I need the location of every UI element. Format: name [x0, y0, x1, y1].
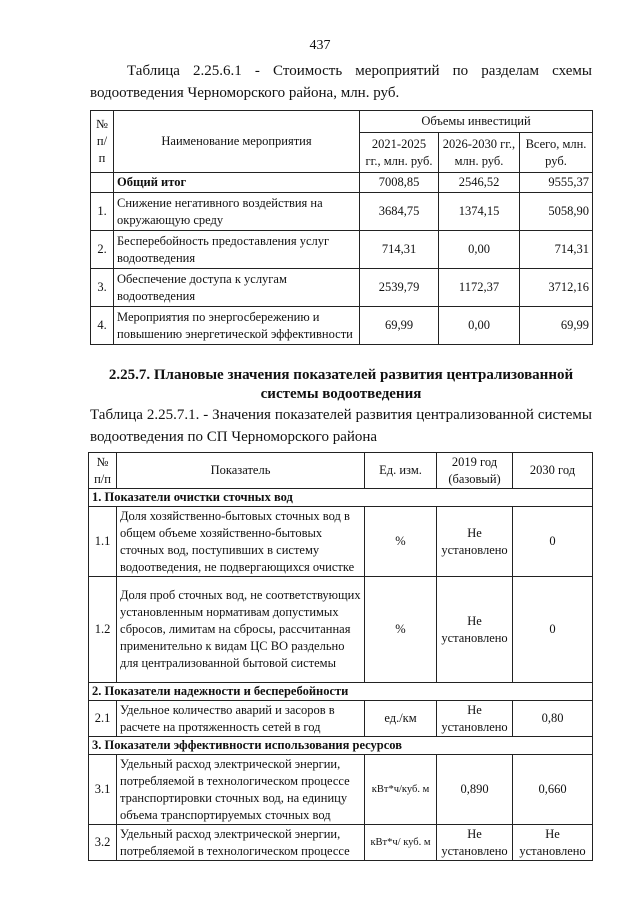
row-name: Бесперебойность предоставления услуг водоотведения [114, 231, 360, 269]
group-title: 3. Показатели эффективности использования ресурсов [89, 737, 593, 755]
total-label: Общий итог [114, 173, 360, 193]
row-unit: % [365, 577, 437, 683]
total-v1: 7008,85 [360, 173, 439, 193]
row-v2: 1374,15 [439, 193, 520, 231]
row-name: Удельное количество аварий и засоров в расчете на протяженность сетей в год [117, 701, 365, 737]
row-num: 1.1 [89, 507, 117, 577]
total-v2: 2546,52 [439, 173, 520, 193]
row-v1: 2539,79 [360, 269, 439, 307]
header-2021-2025: 2021-2025 гг., млн. руб. [360, 133, 439, 173]
row-unit: % [365, 507, 437, 577]
row-num: 2.1 [89, 701, 117, 737]
row-2030: 0,80 [513, 701, 593, 737]
row-num: 2. [91, 231, 114, 269]
row-name: Доля хозяйственно-бытовых сточных вод в общем объеме хозяйственно-бытовых сточных вод, поступивших в систему водоотведения, не подвергающихся очистке [117, 507, 365, 577]
row-num: 1.2 [89, 577, 117, 683]
row-2019: Не установлено [437, 507, 513, 577]
table-row-total [91, 173, 593, 193]
total-v3: 9555,37 [520, 173, 593, 193]
group-title: 2. Показатели надежности и бесперебойности [89, 683, 593, 701]
row-name: Снижение негативного воздействия на окружающую среду [114, 193, 360, 231]
table1-caption: Таблица 2.25.6.1 - Стоимость мероприятий по разделам схемы водоотведения Черноморского района, млн. руб. [90, 63, 592, 101]
table-row [89, 701, 593, 737]
header-unit: Ед. изм. [365, 453, 437, 489]
group-row [89, 489, 593, 507]
row-num: 3. [91, 269, 114, 307]
table-row [91, 269, 593, 307]
row-2030: 0,660 [513, 755, 593, 825]
header-investments: Объемы инвестиций [360, 111, 593, 133]
row-v3: 714,31 [520, 231, 593, 269]
row-name: Удельный расход электрической энергии, потребляемой в технологическом процессе [117, 825, 365, 861]
row-num: 3.2 [89, 825, 117, 861]
header-num: № п/п [91, 111, 114, 173]
indicators-table [88, 452, 593, 861]
row-v1: 3684,75 [360, 193, 439, 231]
row-2019: Не установлено [437, 701, 513, 737]
row-unit: кВт*ч/куб. м [365, 755, 437, 825]
group-row [89, 683, 593, 701]
row-num: 3.1 [89, 755, 117, 825]
table-row [89, 577, 593, 683]
page-number: 437 [309, 38, 331, 53]
header-name: Наименование мероприятия [114, 111, 360, 173]
row-2019: Не установлено [437, 577, 513, 683]
row-name: Удельный расход электрической энергии, потребляемой в технологическом процессе транспортировки сточных вод, на единицу объема транспортируемых сточных вод [117, 755, 365, 825]
table-row [91, 307, 593, 345]
group-title: 1. Показатели очистки сточных вод [89, 489, 593, 507]
row-unit: кВт*ч/ куб. м [365, 825, 437, 861]
row-name: Доля проб сточных вод, не соответствующих установленным нормативам допустимых сбросов, лимитам на сбросы, рассчитанная применительно к видам ЦС ВО раздельно для централизованной бытовой системы [117, 577, 365, 683]
row-2019: 0,890 [437, 755, 513, 825]
header-2019: 2019 год (базовый) [437, 453, 513, 489]
row-v1: 69,99 [360, 307, 439, 345]
table2-caption: Таблица 2.25.7.1. - Значения показателей развития централизованной системы водоотведения по СП Черноморского района [90, 407, 592, 445]
row-2019: Не установлено [437, 825, 513, 861]
row-2030: 0 [513, 577, 593, 683]
row-v2: 1172,37 [439, 269, 520, 307]
row-v1: 714,31 [360, 231, 439, 269]
group-row [89, 737, 593, 755]
header-indicator: Показатель [117, 453, 365, 489]
row-v3: 69,99 [520, 307, 593, 345]
table-row [89, 755, 593, 825]
table-row [91, 193, 593, 231]
row-2030: 0 [513, 507, 593, 577]
row-unit: ед./км [365, 701, 437, 737]
header-total: Всего, млн. руб. [520, 133, 593, 173]
row-num: 4. [91, 307, 114, 345]
row-name: Обеспечение доступа к услугам водоотведения [114, 269, 360, 307]
table-row [89, 825, 593, 861]
row-v2: 0,00 [439, 231, 520, 269]
row-2030: Не установлено [513, 825, 593, 861]
row-v3: 3712,16 [520, 269, 593, 307]
row-v2: 0,00 [439, 307, 520, 345]
table-row [89, 507, 593, 577]
header-2030: 2030 год [513, 453, 593, 489]
header-num: № п/п [89, 453, 117, 489]
header-2026-2030: 2026-2030 гг., млн. руб. [439, 133, 520, 173]
section-heading: 2.25.7. Плановые значения показателей развития централизованной системы водоотведения [108, 367, 574, 402]
row-num: 1. [91, 193, 114, 231]
table-row [91, 231, 593, 269]
row-v3: 5058,90 [520, 193, 593, 231]
investment-table [90, 110, 593, 345]
row-name: Мероприятия по энергосбережению и повышению энергетической эффективности [114, 307, 360, 345]
